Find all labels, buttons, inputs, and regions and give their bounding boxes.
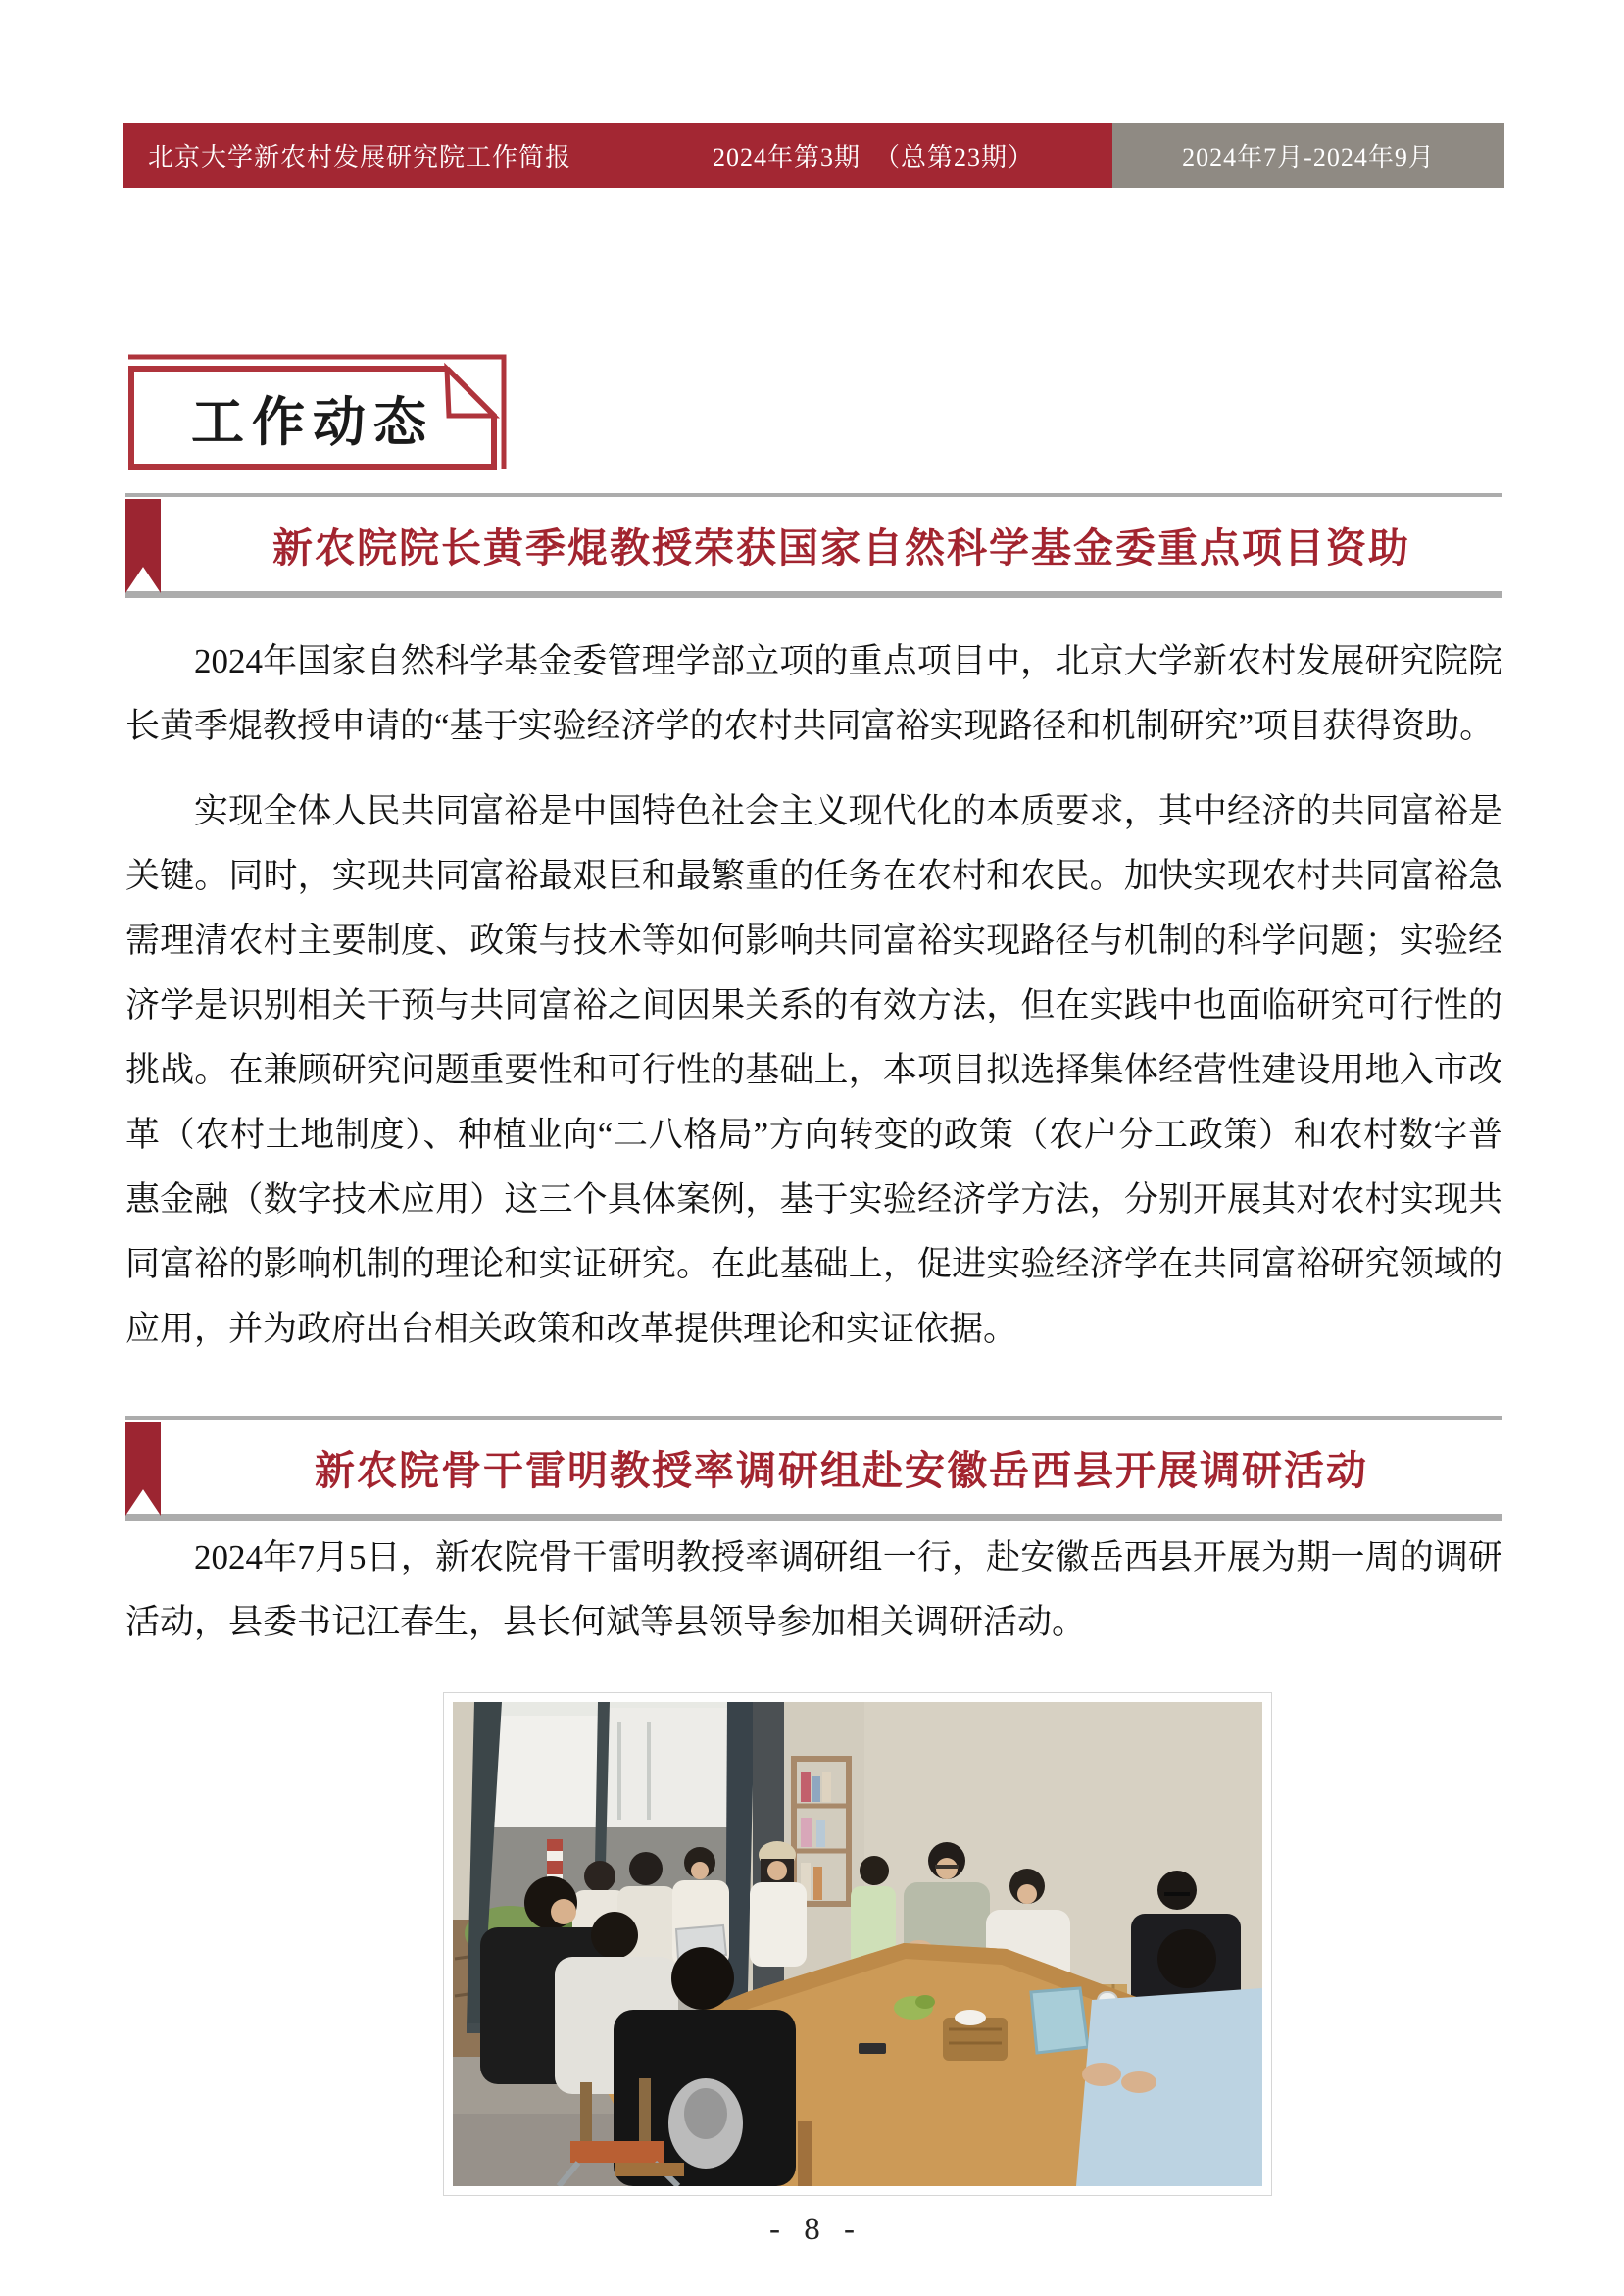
meeting-photo [443, 1692, 1272, 2196]
article-2-title: 新农院骨干雷明教授率调研组赴安徽岳西县开展调研活动 [315, 1447, 1368, 1493]
article-1-paragraph-2: 实现全体人民共同富裕是中国特色社会主义现代化的本质要求，其中经济的共同富裕是关键。同时，实现共同富裕最艰巨和最繁重的任务在农村和农民。加快实现农村共同富裕急需理清农村主要制度、政策与技术等如何影响共同富裕实现路径与机制的科学问题；实验经济学是识别相关干预与共同富裕之间因果关系的有效方法，但在实践中也面临研究可行性的挑战。在兼顾研究问题重要性和可行性的基础上，本项目拟选择集体经营性建设用地入市改革（农村土地制度）、种植业向“二八格局”方向转变的政策（农户分工政策）和农村数字普惠金融（数字技术应用）这三个具体案例，基于实验经济学方法，分别开展其对农村实现共同富裕的影响机制的理论和实证研究。在此基础上，促进实验经济学在共同富裕研究领域的应用，并为政府出台相关政策和改革提供理论和实证依据。 [125, 792, 1502, 1348]
article-2-heading [125, 1416, 1502, 1521]
article-1-heading [125, 493, 1502, 598]
issue-number: 2024年第3期 （总第23期） [712, 143, 1034, 172]
divider-line [125, 591, 1502, 598]
bookmark-ribbon-icon [125, 499, 161, 593]
article-1-title: 新农院院长黄季焜教授荣获国家自然科学基金委重点项目资助 [272, 524, 1410, 571]
bookmark-ribbon-icon [125, 1422, 161, 1516]
meeting-photo-scene [453, 1702, 1262, 2186]
issue-period: 2024年7月-2024年9月 [1112, 123, 1504, 188]
section-banner-title: 工作动态 [191, 392, 434, 452]
header-red-bar [123, 123, 1112, 188]
section-banner [125, 351, 510, 473]
page-header [123, 123, 1504, 188]
article-2-paragraph-1: 2024年7月5日，新农院骨干雷明教授率调研组一行，赴安徽岳西县开展为期一周的调研活动，县委书记江春生，县长何斌等县领导参加相关调研活动。 [125, 1538, 1502, 1641]
page-number: - 8 - [769, 2212, 855, 2247]
article-1-paragraph-1: 2024年国家自然科学基金委管理学部立项的重点项目中，北京大学新农村发展研究院院长黄季焜教授申请的“基于实验经济学的农村共同富裕实现路径和机制研究”项目获得资助。 [125, 642, 1502, 745]
divider-line [125, 1514, 1502, 1521]
newsletter-title: 北京大学新农村发展研究院工作简报 [148, 143, 572, 172]
